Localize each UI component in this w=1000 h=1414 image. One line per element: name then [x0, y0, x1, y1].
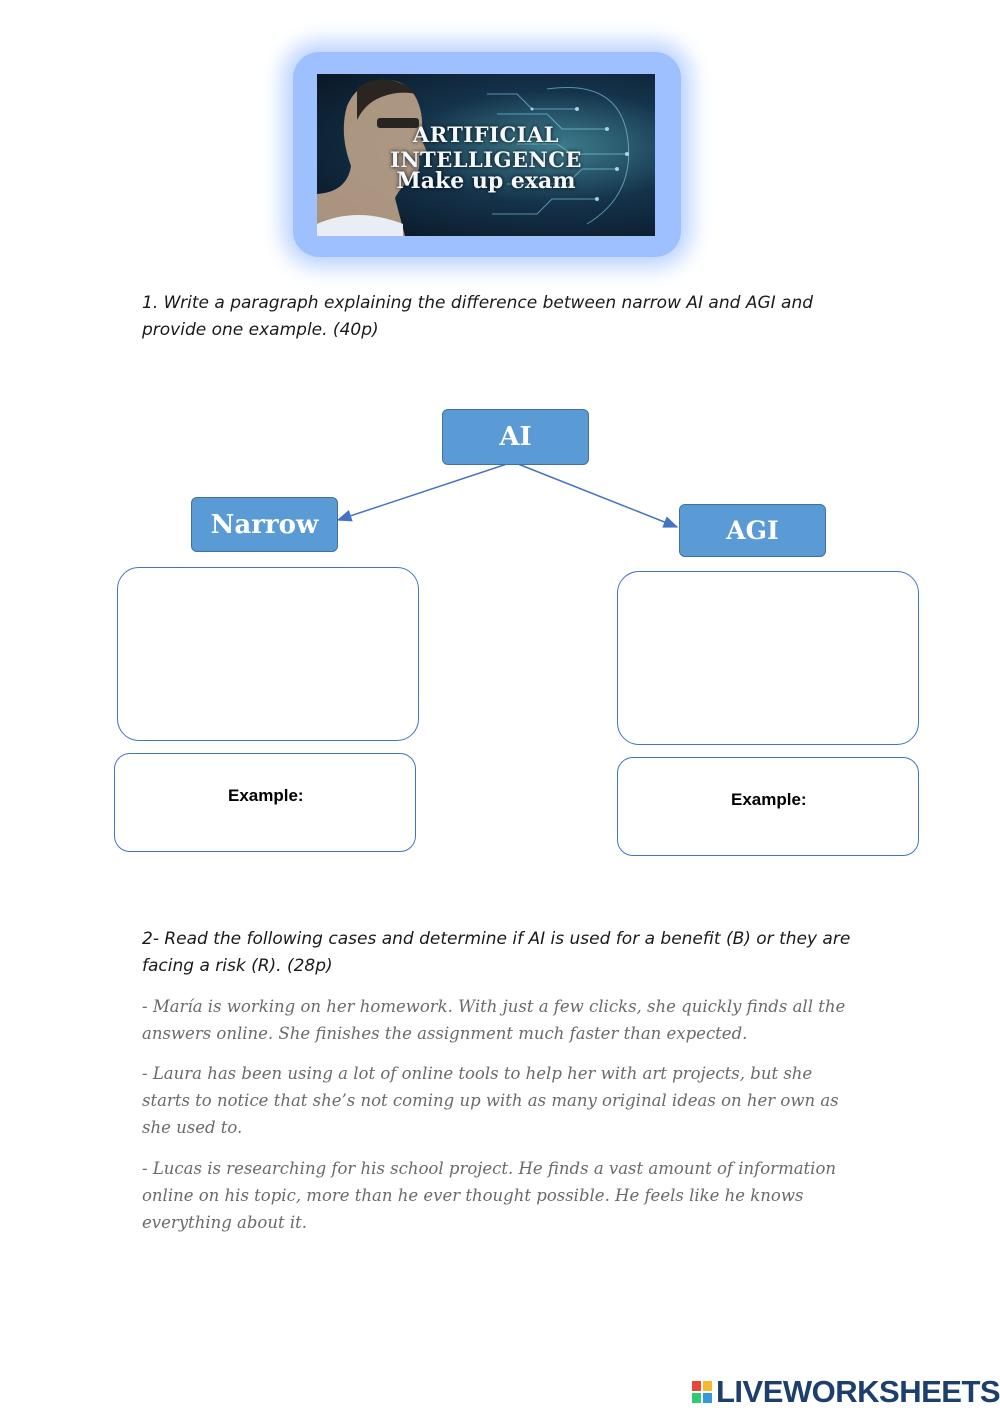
node-ai: AI: [442, 409, 589, 465]
narrow-answer-box[interactable]: [117, 567, 419, 741]
arrow-to-agi: [513, 462, 677, 527]
banner-subtitle: Make up exam: [396, 168, 576, 194]
case-laura: - Laura has been using a lot of online tools to help her with art projects, but she starts to notice that she’s not coming up with as many original ideas on her own as she used to.: [142, 1064, 839, 1137]
agi-answer-box[interactable]: [617, 571, 919, 745]
narrow-example-label: Example:: [228, 786, 304, 805]
node-narrow: Narrow: [191, 497, 338, 552]
node-agi: AGI: [679, 504, 826, 557]
liveworksheets-logo-icon: [692, 1381, 712, 1403]
agi-example-box[interactable]: [617, 757, 919, 856]
banner-title: ARTIFICIAL INTELLIGENCE: [390, 122, 582, 172]
agi-example-label: Example:: [731, 790, 807, 809]
brand-text: LIVEWORKSHEETS: [716, 1374, 1000, 1409]
liveworksheets-logo[interactable]: [692, 1374, 1000, 1410]
narrow-example-box[interactable]: [114, 753, 416, 852]
case-maria: - María is working on her homework. With just a few clicks, she quickly finds all the answers online. She finishes the assignment much faster than expected.: [142, 997, 846, 1043]
arrow-to-narrow: [338, 462, 513, 520]
question-1-text: 1. Write a paragraph explaining the difference between narrow AI and AGI and provide one example. (40p): [142, 293, 814, 340]
question-2-text: 2- Read the following cases and determine if AI is used for a benefit (B) or they are facing a risk (R). (28p): [142, 929, 851, 976]
diagram-arrows: [0, 0, 1000, 600]
case-lucas: - Lucas is researching for his school project. He finds a vast amount of information online on his topic, more than he ever thought possible. He feels like he knows everything about it.: [142, 1159, 837, 1232]
